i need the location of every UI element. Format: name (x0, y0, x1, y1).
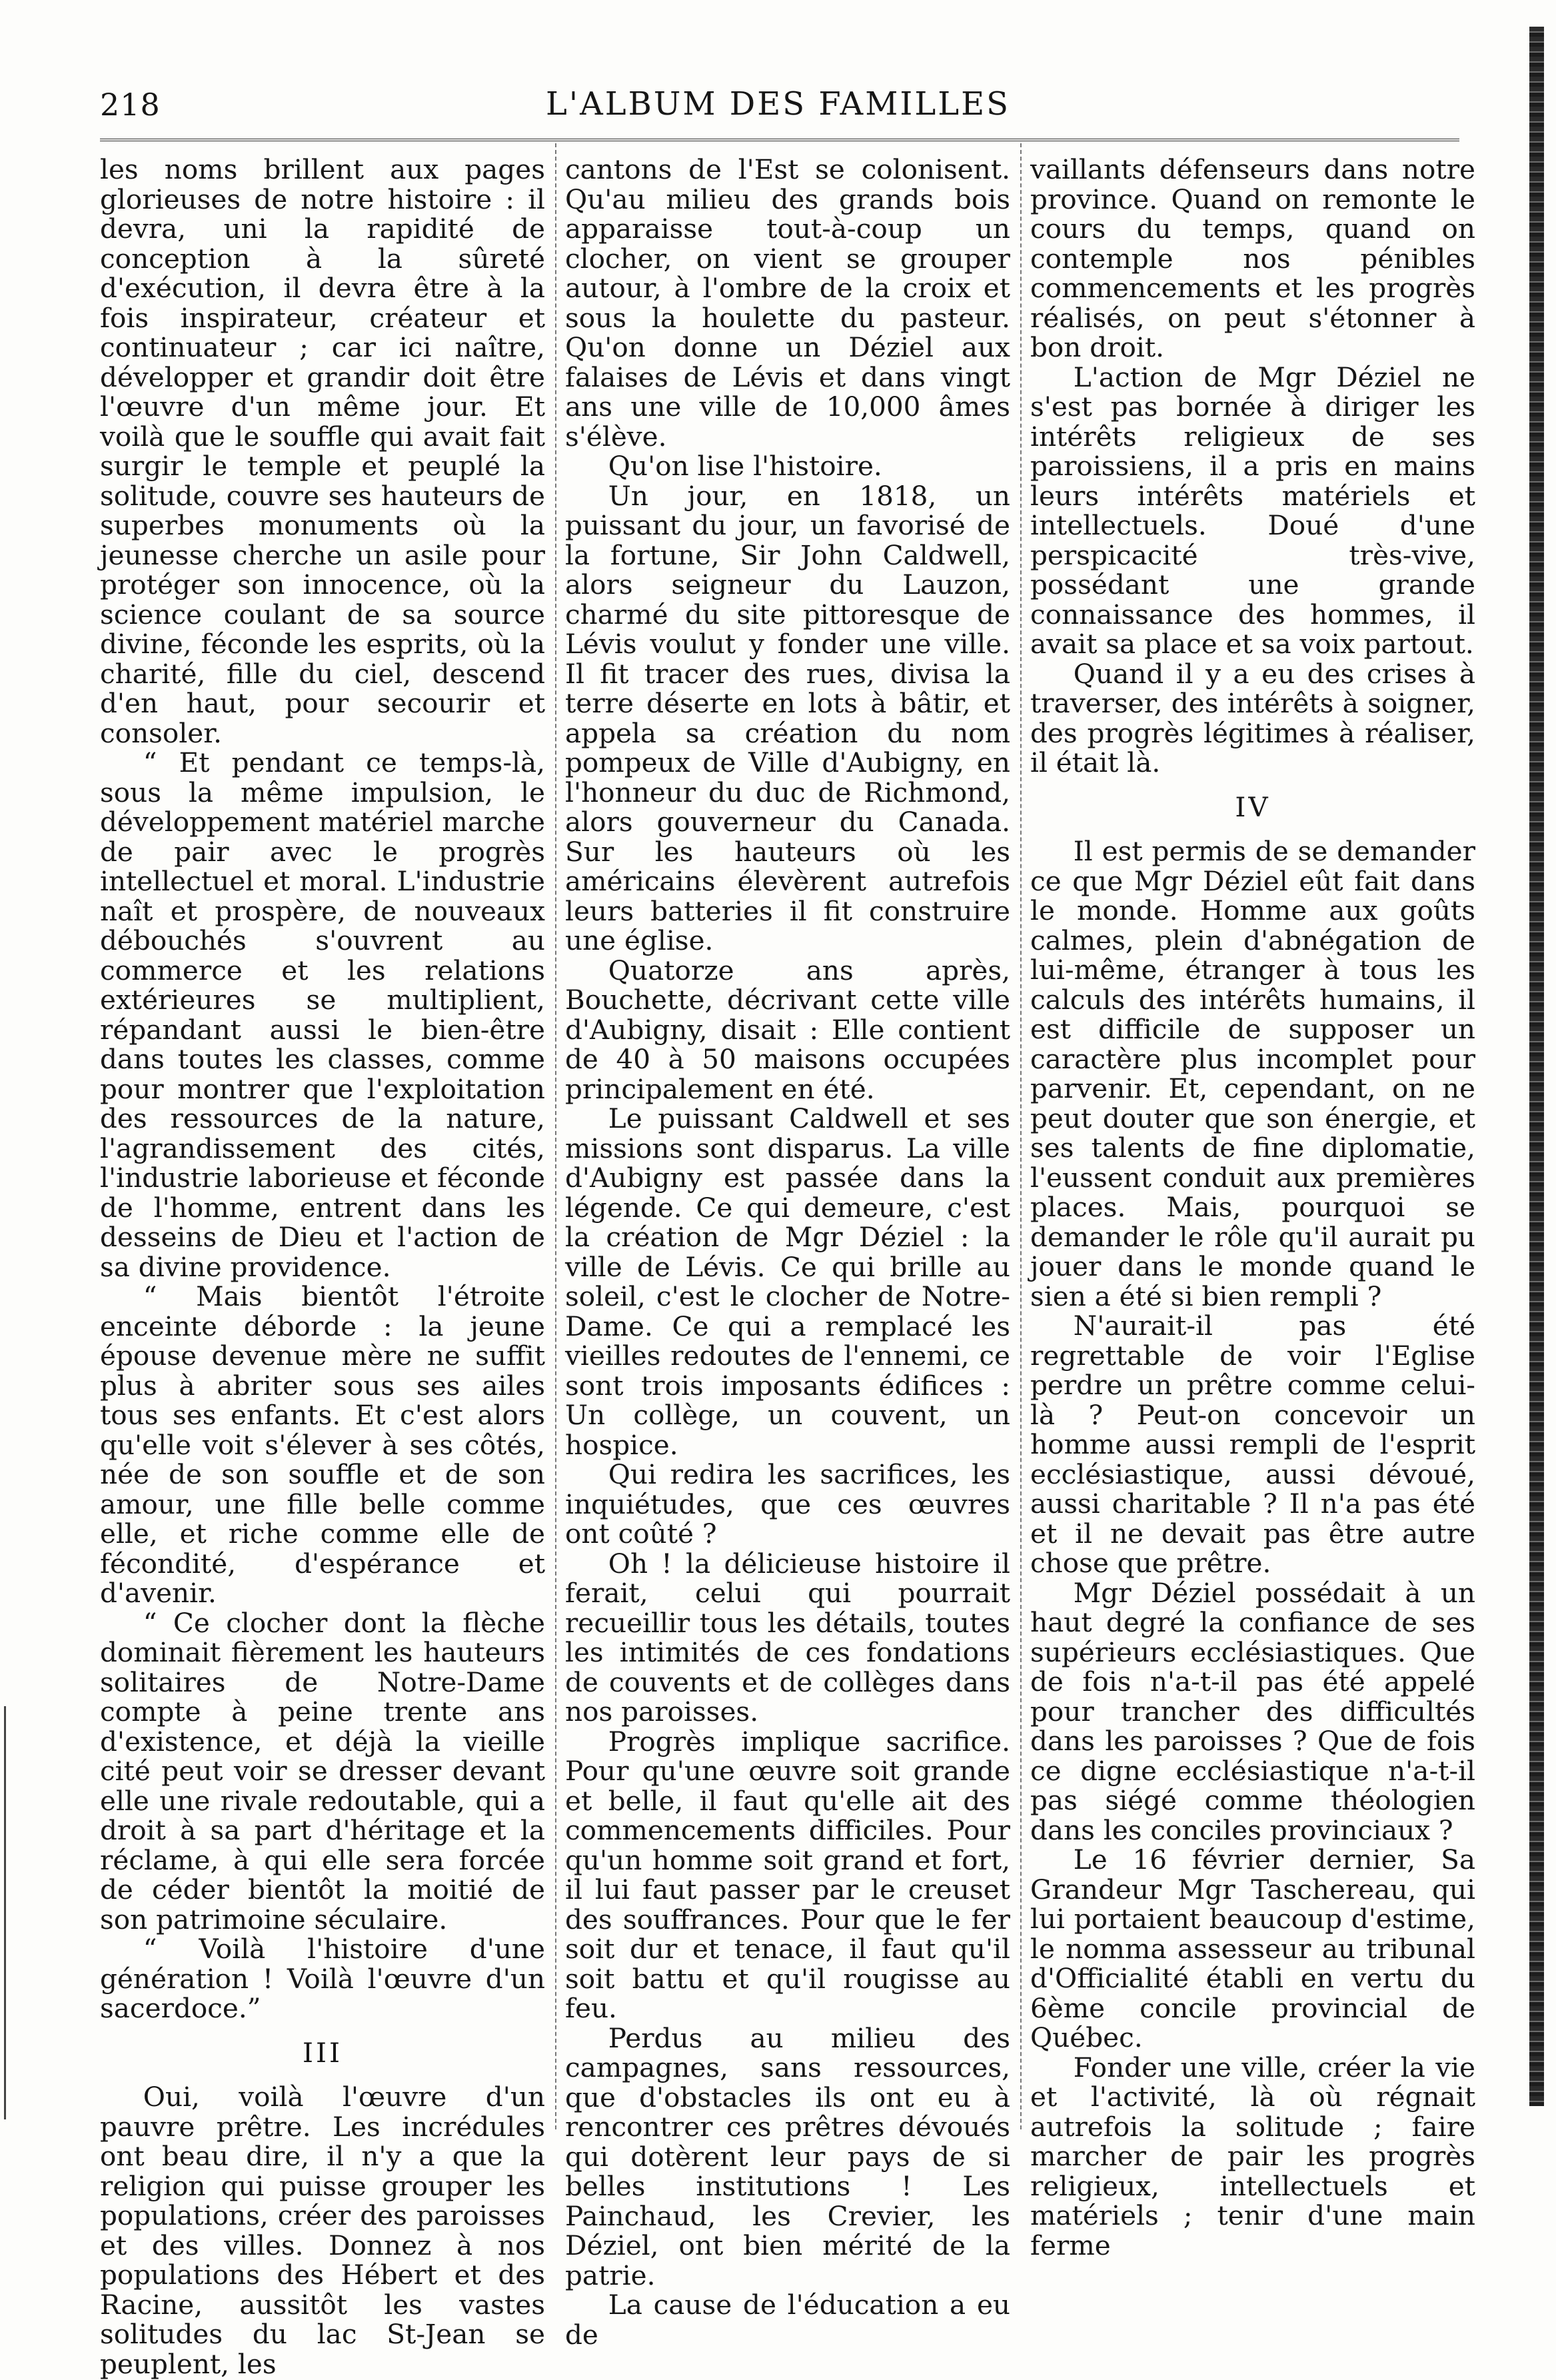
paragraph: Un jour, en 1818, un puissant du jour, un favorisé de la fortune, Sir John Caldwell, alors seigneur du Lauzon, charmé du site pittoresque de Lévis voulut y fonder une ville. Il fit tracer des rues, divisa la terre déserte en lots à bâtir, et appela sa création du nom pompeux de Ville d'Aubigny, en l'honneur du duc de Richmond, alors gouverneur du Canada. Sur les hauteurs où les américains élevèrent autrefois leurs batteries il fit construire une église. (565, 479, 1010, 956)
column-divider (555, 143, 556, 2129)
text-column-2 (565, 153, 1010, 2351)
paragraph: “ Voilà l'histoire d'une génération ! Voilà l'œuvre d'un sacerdoce.” (100, 1933, 545, 2024)
section-heading: III (303, 2036, 343, 2069)
text-column-1 (100, 153, 545, 2380)
paragraph: Quand il y a eu des crises à traverser, des intérêts à soigner, des progrès légitimes à réaliser, il était là. (1030, 657, 1475, 778)
scan-edge-bar (1529, 27, 1544, 2106)
paragraph: Oh ! la délicieuse histoire il ferait, celui qui pourrait recueillir tous les détails, toutes les intimités de ces fondations de couvents et de collèges dans nos paroisses. (565, 1547, 1010, 1728)
paragraph: Qui redira les sacrifices, les inquiétudes, que ces œuvres ont coûté ? (565, 1458, 1010, 1550)
paragraph: Le 16 février dernier, Sa Grandeur Mgr Taschereau, qui lui portaient beaucoup d'estime, le nomma assesseur au tribunal d'Officialité établi en vertu du 6ème concile provincial de Québec. (1030, 1843, 1475, 2053)
section-heading: IV (1235, 790, 1271, 823)
text-column-3 (1030, 153, 1475, 2261)
paragraph: Progrès implique sacrifice. Pour qu'une œuvre soit grande et belle, il faut qu'elle ait des commencements difficiles. Pour qu'un homme soit grand et fort, il lui faut passer par le creuset des souffrances. Pour que le fer soit dur et tenace, il faut qu'il soit battu et qu'il rougisse au feu. (565, 1725, 1010, 2024)
paragraph: “ Ce clocher dont la flèche dominait fièrement les hauteurs solitaires de Notre-Dame compte à peine trente ans d'existence, et déjà la vieille cité peut voir se dresser devant elle une rivale redoutable, qui a droit à sa part d'héritage et la réclame, à qui elle sera forcée de céder bientôt la moitié de son patrimoine séculaire. (100, 1606, 545, 1935)
margin-mark (4, 1706, 6, 2119)
paragraph: N'aurait-il pas été regrettable de voir l'Eglise perdre un prêtre comme celui-là ? Peut-on concevoir un homme aussi rempli de l'esprit ecclésiastique, aussi dévoué, aussi charitable ? Il n'a pas été et il ne devait pas être autre chose que prêtre. (1030, 1310, 1475, 1579)
paragraph: “ Et pendant ce temps-là, sous la même impulsion, le développement matériel marche de pair avec le progrès intellectuel et moral. L'industrie naît et prospère, de nouveaux débouchés s'ouvrent au commerce et les relations extérieures se multiplient, répandant aussi le bien-être dans toutes les classes, comme pour montrer que l'exploitation des ressources de la nature, l'agrandissement des cités, l'industrie laborieuse et féconde de l'homme, entrent dans les desseins de Dieu et l'action de sa divine providence. (100, 746, 545, 1283)
paragraph: L'action de Mgr Déziel ne s'est pas bornée à diriger les intérêts religieux de ses paroissiens, il a pris en mains leurs intérêts matériels et intellectuels. Doué d'une perspicacité très-vive, possédant une grande connaissance des hommes, il avait sa place et sa voix partout. (1030, 361, 1475, 660)
paragraph: vaillants défenseurs dans notre province. Quand on remonte le cours du temps, quand on contemple nos pénibles commencements et les progrès réalisés, on peut s'étonner à bon droit. (1030, 153, 1475, 363)
paragraph: La cause de l'éducation a eu de (565, 2289, 1010, 2351)
paragraph: “ Mais bientôt l'étroite enceinte déborde : la jeune épouse devenue mère ne suffit plus à abriter sous ses ailes tous ses enfants. Et c'est alors qu'elle voit s'élever à ses côtés, née de son souffle et de son amour, une fille belle comme elle, et riche comme elle de fécondité, d'espérance et d'avenir. (100, 1280, 545, 1609)
paragraph: Quatorze ans après, Bouchette, décrivant cette ville d'Aubigny, disait : Elle contient de 40 à 50 maisons occupées principalement en été. (565, 954, 1010, 1105)
paragraph: les noms brillent aux pages glorieuses de notre histoire : il devra, uni la rapidité de conception à la sûreté d'exécution, il devra être à la fois inspirateur, créateur et continuateur ; car ici naître, développer et grandir doit être l'œuvre d'un même jour. Et voilà que le souffle qui avait fait surgir le temple et peuplé la solitude, couvre ses hauteurs de superbes monuments où la jeunesse cherche un asile pour protéger son innocence, où la science coulant de sa source divine, féconde les esprits, où la charité, fille du ciel, descend d'en haut, pour secourir et consoler. (100, 153, 545, 749)
paragraph: cantons de l'Est se colonisent. Qu'au milieu des grands bois apparaisse tout-à-coup un clocher, on vient se grouper autour, à l'ombre de la croix et sous la houlette du pasteur. Qu'on donne un Déziel aux falaises de Lévis et dans vingt ans une ville de 10,000 âmes s'élève. (565, 153, 1010, 453)
header-rule (100, 139, 1459, 141)
column-divider (1020, 143, 1022, 2129)
paragraph: Mgr Déziel possédait à un haut degré la confiance de ses supérieurs ecclésiastiques. Que de fois n'a-t-il pas été appelé pour trancher des difficultés dans les paroisses ? Que de fois ce digne ecclésiastique n'a-t-il pas siégé comme théologien dans les conciles provinciaux ? (1030, 1576, 1475, 1846)
page-number: 218 (100, 87, 161, 123)
paragraph: Fonder une ville, créer la vie et l'activité, là où régnait autrefois la solitude ; faire marcher de pair les progrès religieux, intellectuels et matériels ; tenir d'une main ferme (1030, 2051, 1475, 2261)
paragraph: Perdus au milieu des campagnes, sans ressources, que d'obstacles ils ont eu à rencontrer ces prêtres dévoués qui dotèrent leur pays de si belles institutions ! Les Painchaud, les Crevier, les Déziel, ont bien mérité de la patrie. (565, 2021, 1010, 2291)
paragraph: Le puissant Caldwell et ses missions sont disparus. La ville d'Aubigny est passée dans la légende. Ce qui demeure, c'est la création de Mgr Déziel : la ville de Lévis. Ce qui brille au soleil, c'est le clocher de Notre-Dame. Ce qui a remplacé les vieilles redoutes de l'ennemi, ce sont trois imposants édifices : Un collège, un couvent, un hospice. (565, 1102, 1010, 1461)
paragraph: Qu'on lise l'histoire. (608, 450, 882, 482)
paragraph: Il est permis de se demander ce que Mgr Déziel eût fait dans le monde. Homme aux goûts calmes, plein d'abnégation de lui-même, étranger à tous les calculs des intérêts humains, il est difficile de supposer un caractère plus incomplet pour parvenir. Et, cependant, on ne peut douter que son énergie, et ses talents de fine diplomatie, l'eussent conduit aux premières places. Mais, pourquoi se demander le rôle qu'il aurait pu jouer dans le monde quand le sien a été si bien rempli ? (1030, 835, 1475, 1312)
running-title: L'ALBUM DES FAMILLES (546, 85, 1010, 123)
paragraph: Oui, voilà l'œuvre d'un pauvre prêtre. Les incrédules ont beau dire, il n'y a que la religion qui puisse grouper les populations, créer des paroisses et des villes. Donnez à nos populations des Hébert et des Racine, aussitôt les vastes solitudes du lac St-Jean se peuplent, les (100, 2081, 545, 2380)
